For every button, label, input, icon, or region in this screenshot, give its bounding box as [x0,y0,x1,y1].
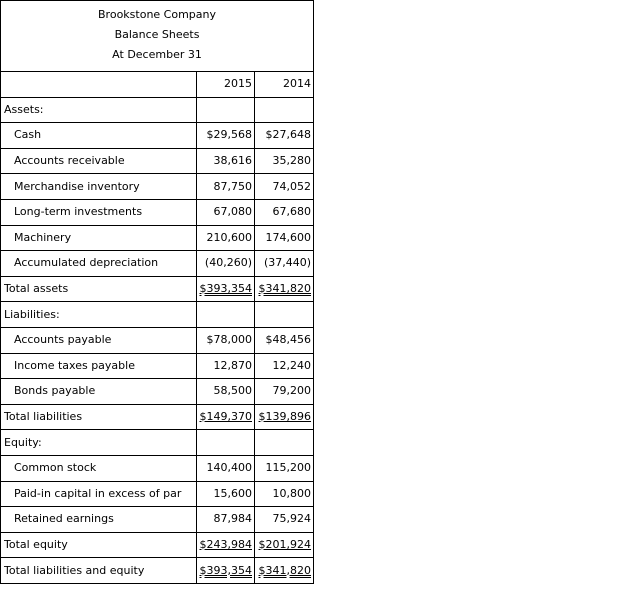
value-2015: 140,400 [197,455,255,481]
row-label: Accounts receivable [1,148,197,174]
assets-heading: Assets: [1,97,197,123]
table-row [1,148,314,174]
table-row [1,225,314,251]
value-2015: 87,750 [197,174,255,200]
row-label: Accounts payable [1,327,197,353]
total-assets-2014: $341,820 [255,276,314,302]
value-2015: 15,600 [197,481,255,507]
column-header-row [1,72,314,98]
value-2014: 75,924 [255,507,314,533]
total-liabilities-equity-label: Total liabilities and equity [1,558,197,584]
statement-header-row [1,1,314,72]
row-label: Retained earnings [1,507,197,533]
total-row [1,276,314,302]
value-2015: (40,260) [197,251,255,277]
value-2015: 87,984 [197,507,255,533]
value-2015: $29,568 [197,123,255,149]
value-2014: 67,680 [255,199,314,225]
total-equity-2015: $243,984 [197,532,255,558]
total-row [1,532,314,558]
table-row [1,327,314,353]
total-liabilities-equity-2014: $341,820 [255,558,314,584]
statement-header [1,1,314,72]
table-row [1,199,314,225]
liabilities-heading: Liabilities: [1,302,197,328]
value-2014: $27,648 [255,123,314,149]
value-2014: (37,440) [255,251,314,277]
value-2014: 74,052 [255,174,314,200]
table-row [1,174,314,200]
value-2014: $48,456 [255,327,314,353]
value-2014: 12,240 [255,353,314,379]
value-2014: 10,800 [255,481,314,507]
balance-sheet-table [0,0,314,584]
table-row [1,507,314,533]
total-equity-label: Total equity [1,532,197,558]
table-row [1,481,314,507]
row-label: Paid-in capital in excess of par [1,481,197,507]
column-header-blank [1,72,197,98]
row-label: Cash [1,123,197,149]
table-row [1,123,314,149]
row-label: Long-term investments [1,199,197,225]
section-heading-row [1,97,314,123]
table-row [1,353,314,379]
total-row [1,404,314,430]
company-name: Brookstone Company [98,8,217,21]
value-2015: 38,616 [197,148,255,174]
total-liabilities-label: Total liabilities [1,404,197,430]
row-label: Bonds payable [1,379,197,405]
value-2014: 174,600 [255,225,314,251]
statement-title: Balance Sheets [114,28,200,41]
section-heading-row [1,430,314,456]
value-2015: 210,600 [197,225,255,251]
row-label: Machinery [1,225,197,251]
row-label: Common stock [1,455,197,481]
row-label: Income taxes payable [1,353,197,379]
value-2015: 58,500 [197,379,255,405]
row-label: Merchandise inventory [1,174,197,200]
column-header-2014: 2014 [255,72,314,98]
total-liabilities-2014: $139,896 [255,404,314,430]
value-2015: 12,870 [197,353,255,379]
grand-total-row [1,558,314,584]
total-liabilities-equity-2015: $393,354 [197,558,255,584]
value-2015: $78,000 [197,327,255,353]
value-2014: 79,200 [255,379,314,405]
value-2015: 67,080 [197,199,255,225]
table-row [1,251,314,277]
table-row [1,379,314,405]
table-row [1,455,314,481]
column-header-2015: 2015 [197,72,255,98]
equity-heading: Equity: [1,430,197,456]
section-heading-row [1,302,314,328]
value-2014: 115,200 [255,455,314,481]
row-label: Accumulated depreciation [1,251,197,277]
total-equity-2014: $201,924 [255,532,314,558]
value-2014: 35,280 [255,148,314,174]
total-assets-2015: $393,354 [197,276,255,302]
statement-date: At December 31 [112,48,202,61]
total-assets-label: Total assets [1,276,197,302]
total-liabilities-2015: $149,370 [197,404,255,430]
